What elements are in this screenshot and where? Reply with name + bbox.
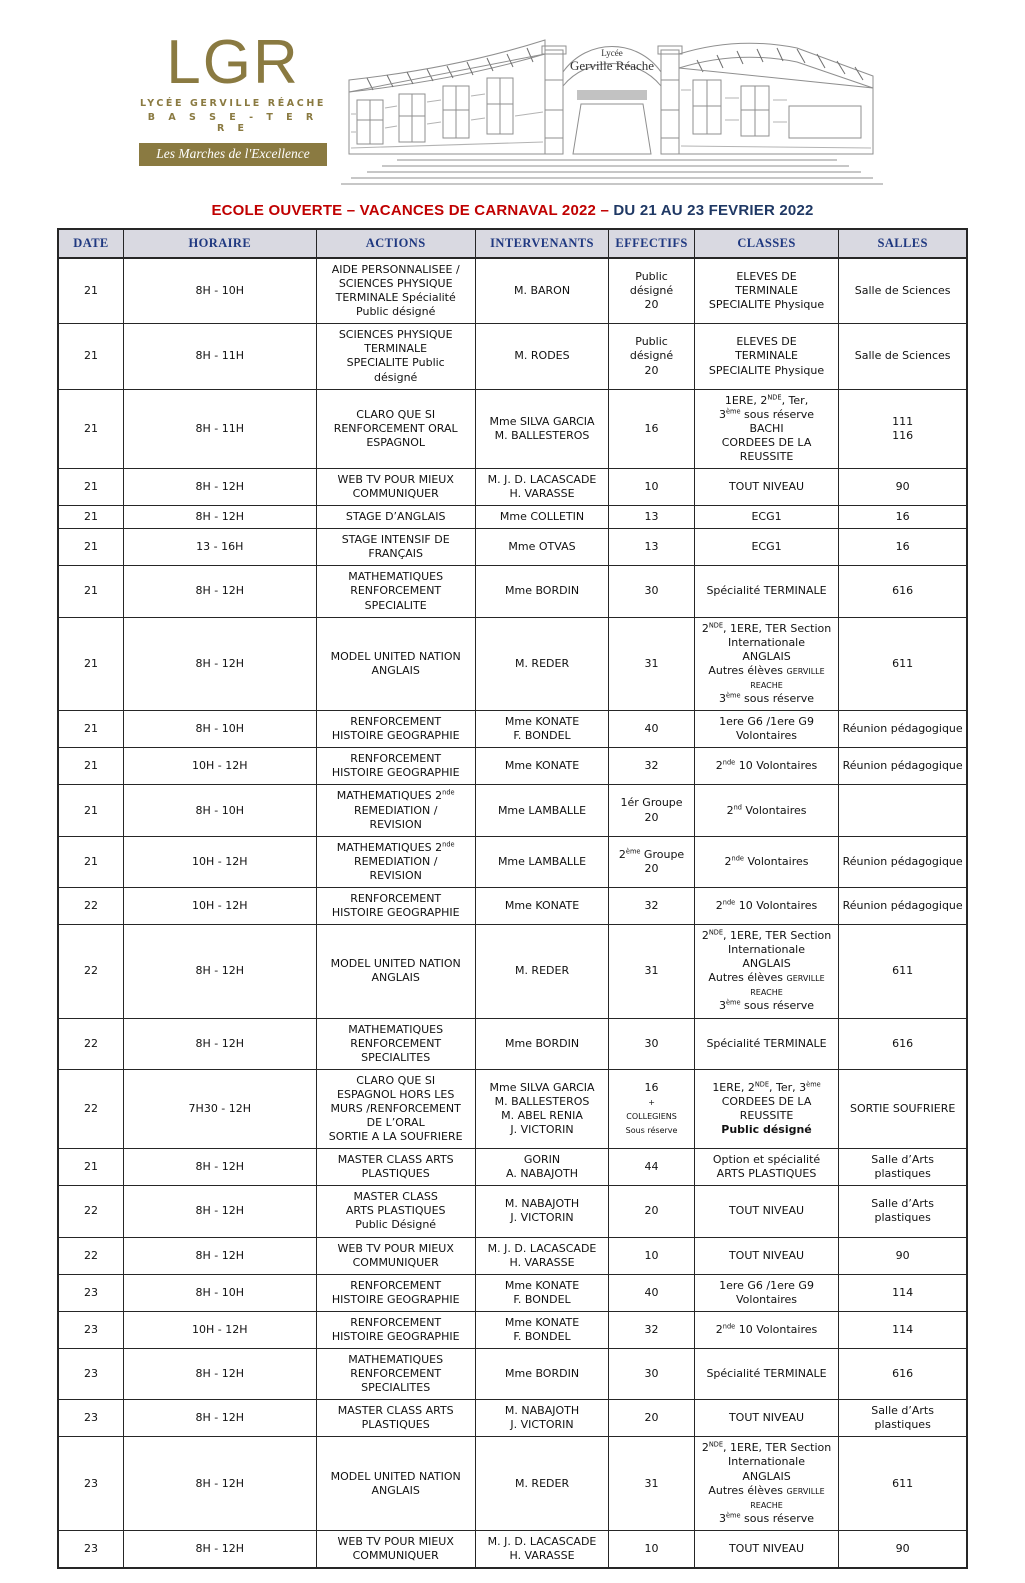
cell-effectifs: 10 <box>609 469 694 506</box>
cell-salles: Réunion pédagogique <box>839 836 967 887</box>
cell-effectifs: 16 <box>609 389 694 468</box>
cell-actions: RENFORCEMENT HISTOIRE GEOGRAPHIE <box>316 1311 475 1348</box>
cell-date: 23 <box>58 1530 123 1568</box>
cell-intervenants: Mme BORDIN <box>475 1018 609 1069</box>
cell-classes: TOUT NIVEAU <box>694 1530 839 1568</box>
cell-classes: TOUT NIVEAU <box>694 1186 839 1237</box>
cell-classes: 2nd Volontaires <box>694 785 839 836</box>
cell-intervenants: GORIN A. NABAJOTH <box>475 1149 609 1186</box>
cell-date: 23 <box>58 1349 123 1400</box>
cell-date: 21 <box>58 324 123 389</box>
cell-effectifs: Public désigné 20 <box>609 324 694 389</box>
col-header-horaire: HORAIRE <box>123 229 316 258</box>
cell-date: 22 <box>58 925 123 1018</box>
cell-date: 21 <box>58 469 123 506</box>
cell-horaire: 8H - 12H <box>123 1186 316 1237</box>
table-row <box>58 506 967 529</box>
cell-actions: MATHEMATIQUES RENFORCEMENT SPECIALITES <box>316 1349 475 1400</box>
cell-intervenants: M. REDER <box>475 925 609 1018</box>
col-header-salles: SALLES <box>839 229 967 258</box>
cell-effectifs: 10 <box>609 1530 694 1568</box>
col-header-date: DATE <box>58 229 123 258</box>
table-row <box>58 1186 967 1237</box>
cell-date: 21 <box>58 566 123 617</box>
table-row <box>58 748 967 785</box>
cell-classes: 2nde Volontaires <box>694 836 839 887</box>
cell-date: 21 <box>58 258 123 324</box>
cell-horaire: 8H - 10H <box>123 785 316 836</box>
table-row <box>58 566 967 617</box>
table-row <box>58 1311 967 1348</box>
cell-date: 22 <box>58 1186 123 1237</box>
cell-horaire: 8H - 12H <box>123 506 316 529</box>
cell-horaire: 8H - 10H <box>123 258 316 324</box>
cell-salles: 611 <box>839 617 967 710</box>
cell-horaire: 8H - 12H <box>123 1437 316 1530</box>
cell-date: 21 <box>58 506 123 529</box>
cell-horaire: 8H - 10H <box>123 711 316 748</box>
table-row <box>58 1069 967 1148</box>
table-row <box>58 529 967 566</box>
table-header <box>58 229 967 258</box>
document-header <box>57 20 968 192</box>
table-header-row <box>58 229 967 258</box>
cell-classes: ELEVES DE TERMINALE SPECIALITE Physique <box>694 258 839 324</box>
cell-actions: MATHEMATIQUES RENFORCEMENT SPECIALITES <box>316 1018 475 1069</box>
cell-intervenants: Mme KONATE F. BONDEL <box>475 1274 609 1311</box>
cell-classes: 1ere G6 /1ere G9 Volontaires <box>694 711 839 748</box>
cell-date: 23 <box>58 1400 123 1437</box>
table-row <box>58 711 967 748</box>
cell-date: 22 <box>58 887 123 924</box>
cell-actions: WEB TV POUR MIEUX COMMUNIQUER <box>316 1530 475 1568</box>
cell-effectifs: 31 <box>609 617 694 710</box>
cell-horaire: 8H - 12H <box>123 617 316 710</box>
cell-intervenants: M. J. D. LACASCADE H. VARASSE <box>475 1530 609 1568</box>
cell-salles: 90 <box>839 1237 967 1274</box>
table-row <box>58 1400 967 1437</box>
cell-classes: 2nde 10 Volontaires <box>694 1311 839 1348</box>
cell-horaire: 8H - 12H <box>123 1149 316 1186</box>
cell-effectifs: 32 <box>609 748 694 785</box>
cell-effectifs: 20 <box>609 1400 694 1437</box>
cell-date: 21 <box>58 389 123 468</box>
table-row <box>58 469 967 506</box>
cell-classes: 1ERE, 2NDE, Ter, 3ème CORDEES DE LA REUSSITE Public désigné <box>694 1069 839 1148</box>
cell-salles: Salle de Sciences <box>839 258 967 324</box>
table-row <box>58 1237 967 1274</box>
school-logo <box>139 20 327 166</box>
cell-date: 21 <box>58 748 123 785</box>
cell-intervenants: Mme SILVA GARCIA M. BALLESTEROS M. ABEL RENIA J. VICTORIN <box>475 1069 609 1148</box>
table-row <box>58 1530 967 1568</box>
cell-actions: MODEL UNITED NATION ANGLAIS <box>316 925 475 1018</box>
cell-classes: 2NDE, 1ERE, TER Section Internationale ANGLAIS Autres élèves GERVILLE REACHE 3ème sous réserve <box>694 617 839 710</box>
cell-horaire: 10H - 12H <box>123 748 316 785</box>
cell-classes: 2NDE, 1ERE, TER Section Internationale ANGLAIS Autres élèves GERVILLE REACHE 3ème sous réserve <box>694 925 839 1018</box>
cell-actions: STAGE D’ANGLAIS <box>316 506 475 529</box>
cell-actions: RENFORCEMENT HISTOIRE GEOGRAPHIE <box>316 1274 475 1311</box>
cell-salles: Salle d’Arts plastiques <box>839 1149 967 1186</box>
table-row <box>58 925 967 1018</box>
cell-actions: MASTER CLASS ARTS PLASTIQUES <box>316 1149 475 1186</box>
table-row <box>58 389 967 468</box>
cell-horaire: 8H - 12H <box>123 469 316 506</box>
building-line-art-icon <box>337 20 885 190</box>
cell-horaire: 8H - 12H <box>123 1400 316 1437</box>
cell-salles: 111 116 <box>839 389 967 468</box>
cell-horaire: 8H - 11H <box>123 389 316 468</box>
cell-actions: MATHEMATIQUES RENFORCEMENT SPECIALITE <box>316 566 475 617</box>
logo-acronym: LGR <box>166 28 300 97</box>
cell-effectifs: 16 + COLLEGIENS Sous réserve <box>609 1069 694 1148</box>
cell-horaire: 7H30 - 12H <box>123 1069 316 1148</box>
cell-salles: 16 <box>839 529 967 566</box>
table-row <box>58 1018 967 1069</box>
cell-intervenants: M. J. D. LACASCADE H. VARASSE <box>475 1237 609 1274</box>
document-title-blue: DU 21 AU 23 FEVRIER 2022 <box>613 202 814 219</box>
cell-salles: Salle d’Arts plastiques <box>839 1186 967 1237</box>
cell-intervenants: Mme KONATE F. BONDEL <box>475 711 609 748</box>
table-body <box>58 258 967 1568</box>
cell-salles: 616 <box>839 1349 967 1400</box>
cell-intervenants: Mme SILVA GARCIA M. BALLESTEROS <box>475 389 609 468</box>
cell-actions: STAGE INTENSIF DE FRANÇAIS <box>316 529 475 566</box>
table-row <box>58 785 967 836</box>
cell-date: 22 <box>58 1237 123 1274</box>
cell-effectifs: 10 <box>609 1237 694 1274</box>
cell-classes: Spécialité TERMINALE <box>694 566 839 617</box>
cell-classes: TOUT NIVEAU <box>694 1237 839 1274</box>
cell-actions: MATHEMATIQUES 2nde REMEDIATION / REVISION <box>316 785 475 836</box>
cell-effectifs: 30 <box>609 566 694 617</box>
cell-intervenants: M. REDER <box>475 1437 609 1530</box>
table-row <box>58 887 967 924</box>
cell-date: 23 <box>58 1274 123 1311</box>
cell-salles: 114 <box>839 1274 967 1311</box>
cell-actions: WEB TV POUR MIEUX COMMUNIQUER <box>316 469 475 506</box>
cell-effectifs: 30 <box>609 1349 694 1400</box>
cell-intervenants: M. REDER <box>475 617 609 710</box>
cell-classes: 1ere G6 /1ere G9 Volontaires <box>694 1274 839 1311</box>
cell-actions: RENFORCEMENT HISTOIRE GEOGRAPHIE <box>316 887 475 924</box>
cell-classes: 1ERE, 2NDE, Ter, 3ème sous réserve BACHI CORDEES DE LA REUSSITE <box>694 389 839 468</box>
cell-horaire: 13 - 16H <box>123 529 316 566</box>
document-title-red: ECOLE OUVERTE – VACANCES DE CARNAVAL 2022 – <box>211 202 614 219</box>
cell-classes: Spécialité TERMINALE <box>694 1349 839 1400</box>
cell-classes: TOUT NIVEAU <box>694 469 839 506</box>
cell-date: 21 <box>58 1149 123 1186</box>
cell-intervenants: M. BARON <box>475 258 609 324</box>
cell-salles: 611 <box>839 1437 967 1530</box>
table-row <box>58 1349 967 1400</box>
table-row <box>58 836 967 887</box>
cell-salles: Réunion pédagogique <box>839 711 967 748</box>
cell-date: 22 <box>58 1018 123 1069</box>
cell-horaire: 8H - 10H <box>123 1274 316 1311</box>
document-title <box>57 202 968 219</box>
cell-horaire: 8H - 12H <box>123 1237 316 1274</box>
table-row <box>58 258 967 324</box>
cell-classes: 2nde 10 Volontaires <box>694 748 839 785</box>
cell-effectifs: 31 <box>609 1437 694 1530</box>
col-header-classes: CLASSES <box>694 229 839 258</box>
cell-actions: MODEL UNITED NATION ANGLAIS <box>316 617 475 710</box>
cell-effectifs: 44 <box>609 1149 694 1186</box>
cell-date: 21 <box>58 836 123 887</box>
cell-intervenants: Mme BORDIN <box>475 1349 609 1400</box>
cell-intervenants: M. NABAJOTH J. VICTORIN <box>475 1400 609 1437</box>
cell-salles <box>839 785 967 836</box>
logo-city-name: B A S S E - T E R R E <box>147 112 319 134</box>
cell-horaire: 10H - 12H <box>123 887 316 924</box>
cell-salles: 16 <box>839 506 967 529</box>
cell-horaire: 8H - 11H <box>123 324 316 389</box>
cell-effectifs: 1ér Groupe 20 <box>609 785 694 836</box>
cell-salles: 611 <box>839 925 967 1018</box>
cell-effectifs: 2ème Groupe 20 <box>609 836 694 887</box>
cell-effectifs: Public désigné 20 <box>609 258 694 324</box>
cell-classes: ECG1 <box>694 506 839 529</box>
cell-effectifs: 13 <box>609 506 694 529</box>
cell-classes: ECG1 <box>694 529 839 566</box>
cell-actions: MATHEMATIQUES 2nde REMEDIATION / REVISION <box>316 836 475 887</box>
table-row <box>58 1274 967 1311</box>
cell-actions: CLARO QUE SI ESPAGNOL HORS LES MURS /RENFORCEMENT DE L’ORAL SORTIE A LA SOUFRIERE <box>316 1069 475 1148</box>
cell-salles: 616 <box>839 1018 967 1069</box>
cell-actions: SCIENCES PHYSIQUE TERMINALE SPECIALITE Public désigné <box>316 324 475 389</box>
cell-effectifs: 13 <box>609 529 694 566</box>
cell-date: 21 <box>58 785 123 836</box>
arch-title-line1: Lycée <box>601 48 623 58</box>
cell-date: 22 <box>58 1069 123 1148</box>
cell-classes: ELEVES DE TERMINALE SPECIALITE Physique <box>694 324 839 389</box>
cell-salles: 90 <box>839 1530 967 1568</box>
cell-horaire: 8H - 12H <box>123 1530 316 1568</box>
cell-date: 21 <box>58 617 123 710</box>
cell-effectifs: 40 <box>609 711 694 748</box>
cell-intervenants: Mme LAMBALLE <box>475 836 609 887</box>
schedule-table <box>57 228 968 1569</box>
table-row <box>58 1149 967 1186</box>
cell-horaire: 8H - 12H <box>123 925 316 1018</box>
cell-actions: AIDE PERSONNALISEE / SCIENCES PHYSIQUE TERMINALE Spécialité Public désigné <box>316 258 475 324</box>
cell-effectifs: 31 <box>609 925 694 1018</box>
cell-classes: TOUT NIVEAU <box>694 1400 839 1437</box>
cell-date: 21 <box>58 529 123 566</box>
cell-actions: RENFORCEMENT HISTOIRE GEOGRAPHIE <box>316 711 475 748</box>
table-row <box>58 1437 967 1530</box>
cell-actions: CLARO QUE SI RENFORCEMENT ORAL ESPAGNOL <box>316 389 475 468</box>
col-header-intervenants: INTERVENANTS <box>475 229 609 258</box>
cell-date: 21 <box>58 711 123 748</box>
cell-intervenants: Mme OTVAS <box>475 529 609 566</box>
col-header-actions: ACTIONS <box>316 229 475 258</box>
cell-date: 23 <box>58 1437 123 1530</box>
cell-intervenants: Mme BORDIN <box>475 566 609 617</box>
cell-horaire: 8H - 12H <box>123 566 316 617</box>
cell-classes: Option et spécialité ARTS PLASTIQUES <box>694 1149 839 1186</box>
cell-actions: MASTER CLASS ARTS PLASTIQUES <box>316 1400 475 1437</box>
cell-intervenants: M. NABAJOTH J. VICTORIN <box>475 1186 609 1237</box>
cell-effectifs: 20 <box>609 1186 694 1237</box>
logo-motto-banner: Les Marches de l'Excellence <box>139 143 327 166</box>
cell-intervenants: M. J. D. LACASCADE H. VARASSE <box>475 469 609 506</box>
table-row <box>58 324 967 389</box>
cell-salles: 616 <box>839 566 967 617</box>
cell-intervenants: M. RODES <box>475 324 609 389</box>
cell-salles: Salle de Sciences <box>839 324 967 389</box>
cell-effectifs: 32 <box>609 887 694 924</box>
cell-horaire: 8H - 12H <box>123 1018 316 1069</box>
cell-classes: 2nde 10 Volontaires <box>694 887 839 924</box>
cell-intervenants: Mme LAMBALLE <box>475 785 609 836</box>
table-row <box>58 617 967 710</box>
cell-effectifs: 32 <box>609 1311 694 1348</box>
cell-salles: SORTIE SOUFRIERE <box>839 1069 967 1148</box>
cell-actions: MODEL UNITED NATION ANGLAIS <box>316 1437 475 1530</box>
cell-horaire: 10H - 12H <box>123 1311 316 1348</box>
arch-title-line2: Gerville Réache <box>569 58 655 73</box>
cell-intervenants: Mme KONATE <box>475 748 609 785</box>
cell-horaire: 8H - 12H <box>123 1349 316 1400</box>
cell-intervenants: Mme KONATE F. BONDEL <box>475 1311 609 1348</box>
cell-actions: WEB TV POUR MIEUX COMMUNIQUER <box>316 1237 475 1274</box>
cell-intervenants: Mme COLLETIN <box>475 506 609 529</box>
cell-horaire: 10H - 12H <box>123 836 316 887</box>
school-building-drawing <box>327 20 968 194</box>
cell-effectifs: 30 <box>609 1018 694 1069</box>
cell-classes: 2NDE, 1ERE, TER Section Internationale ANGLAIS Autres élèves GERVILLE REACHE 3ème sous réserve <box>694 1437 839 1530</box>
cell-intervenants: Mme KONATE <box>475 887 609 924</box>
logo-school-name: LYCÉE GERVILLE RÉACHE <box>140 98 326 109</box>
cell-effectifs: 40 <box>609 1274 694 1311</box>
cell-classes: Spécialité TERMINALE <box>694 1018 839 1069</box>
cell-salles: Réunion pédagogique <box>839 887 967 924</box>
col-header-effectifs: EFFECTIFS <box>609 229 694 258</box>
cell-actions: RENFORCEMENT HISTOIRE GEOGRAPHIE <box>316 748 475 785</box>
cell-salles: 114 <box>839 1311 967 1348</box>
cell-salles: Réunion pédagogique <box>839 748 967 785</box>
cell-salles: 90 <box>839 469 967 506</box>
cell-date: 23 <box>58 1311 123 1348</box>
cell-salles: Salle d’Arts plastiques <box>839 1400 967 1437</box>
cell-actions: MASTER CLASS ARTS PLASTIQUES Public Désigné <box>316 1186 475 1237</box>
